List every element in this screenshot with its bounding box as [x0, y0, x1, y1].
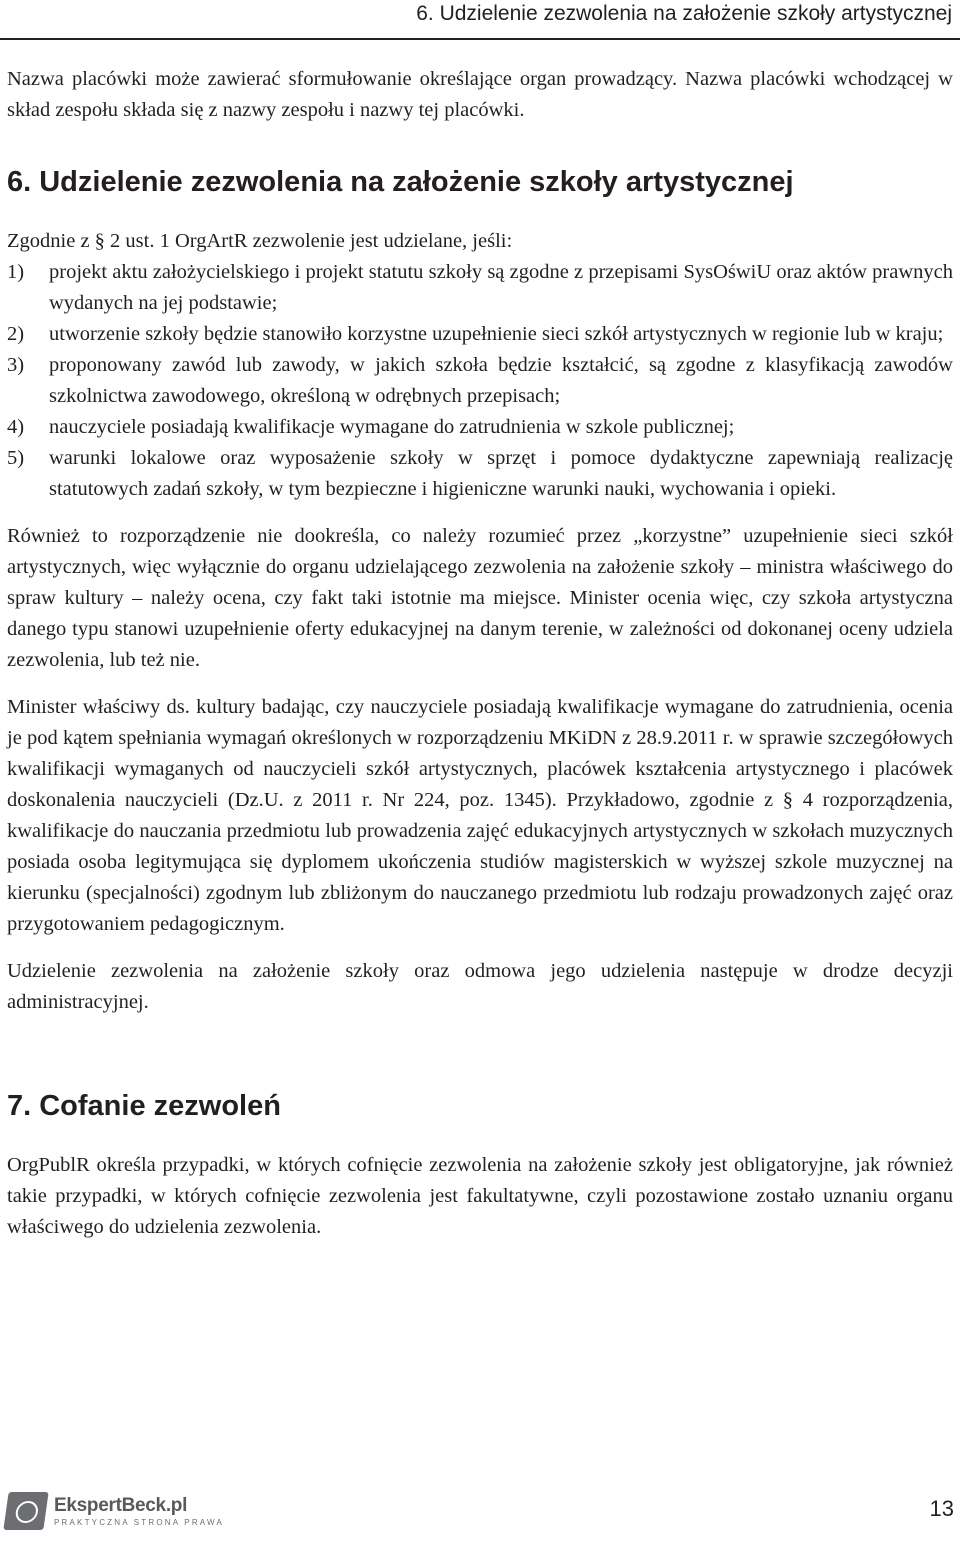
- list-item-number: 4): [7, 416, 25, 438]
- publisher-logo: [6, 1492, 224, 1530]
- list-item-number: 5): [7, 447, 25, 469]
- logo-emblem-icon: [3, 1492, 48, 1530]
- list-item-text: warunki lokalowe oraz wyposażenie szkoły w sprzęt i pomoce dydaktyczne zapewniają realizację statutowych zadań szkoły, w tym bezpieczne i higieniczne warunki nauki, wychowania i opieki.: [49, 447, 953, 500]
- list-item-number: 2): [7, 323, 25, 345]
- list-item-number: 1): [7, 261, 25, 283]
- list-item-text: proponowany zawód lub zawody, w jakich szkoła będzie kształcić, są zgodne z klasyfikacją zawodów szkolnictwa zawodowego, określoną w odrębnych przepisach;: [49, 354, 953, 407]
- body-paragraph: Również to rozporządzenie nie dookreśla, co należy rozumieć przez „korzystne” uzupełnienie sieci szkół artystycznych, więc wyłącznie do organu udzielającego zezwolenia na założenie szkoły – ministra właściwego do spraw kultury – należy ocena, czy fakt taki istotnie ma miejsce. Minister ocenia więc, czy szkoła artystyczna danego typu stanowi uzupełnienie oferty edukacyjnej na danym terenie, w zależności od dokonanej oceny udziela zezwolenia, lub też nie.: [7, 525, 953, 671]
- section-6-lead: Zgodnie z § 2 ust. 1 OrgArtR zezwolenie jest udzielane, jeśli:: [7, 230, 513, 252]
- section-7-heading: 7. Cofanie zezwoleń: [7, 1090, 281, 1122]
- body-paragraph: Udzielenie zezwolenia na założenie szkoły oraz odmowa jego udzielenia następuje w drodze decyzji administracyjnej.: [7, 960, 953, 1013]
- list-item: [7, 412, 953, 443]
- list-item-text: utworzenie szkoły będzie stanowiło korzystne uzupełnienie sieci szkół artystycznych w regionie lub w kraju;: [49, 323, 944, 345]
- logo-name: EkspertBeck.pl: [54, 1494, 188, 1516]
- intro-paragraph: Nazwa placówki może zawierać sformułowanie określające organ prowadzący. Nazwa placówki wchodzącej w skład zespołu składa się z nazwy zespołu i nazwy tej placówki.: [7, 68, 953, 121]
- list-item-text: nauczyciele posiadają kwalifikacje wymagane do zatrudnienia w szkole publicznej;: [49, 416, 735, 438]
- header-rule: [0, 38, 960, 40]
- page-number: 13: [929, 1496, 954, 1521]
- list-item: [7, 443, 953, 505]
- list-item: [7, 350, 953, 412]
- section-6-heading: 6. Udzielenie zezwolenia na założenie szkoły artystycznej: [7, 166, 794, 198]
- section-7-paragraph: OrgPublR określa przypadki, w których cofnięcie zezwolenia na założenie szkoły jest obligatoryjne, jak również takie przypadki, w których cofnięcie zezwolenia jest fakultatywne, czyli pozostawione zostało uznaniu organu właściwego do udzielenia zezwolenia.: [7, 1154, 953, 1238]
- page-footer: [6, 1492, 954, 1532]
- logo-tagline: PRAKTYCZNA STRONA PRAWA: [54, 1517, 225, 1527]
- page-content: [7, 64, 953, 1243]
- body-paragraph: Minister właściwy ds. kultury badając, czy nauczyciele posiadają kwalifikacje wymagane do zatrudnienia, ocenia je pod kątem spełniania wymagań określonych w rozporządzeniu MKiDN z 28.9.2011 r. w sprawie szczegółowych kwalifikacji wymaganych od nauczycieli szkół artystycznych, placówek kształcenia artystycznego i placówek doskonalenia nauczycieli (Dz.U. z 2011 r. Nr 224, poz. 1345). Przykładowo, zgodnie z § 4 rozporządzenia, kwalifikacje do nauczania przedmiotu lub prowadzenia zajęć edukacyjnych artystycznych w szkołach muzycznych posiada osoba legitymująca się dyplomem ukończenia studiów magisterskich w wyższej szkole muzycznej na kierunku (specjalności) zgodnym lub zbliżonym do nauczanego przedmiotu lub rodzaju prowadzonych zajęć oraz przygotowaniem pedagogicznym.: [7, 696, 953, 935]
- conditions-list: [7, 257, 953, 505]
- list-item-text: projekt aktu założycielskiego i projekt statutu szkoły są zgodne z przepisami SysOświU oraz aktów prawnych wydanych na jej podstawie;: [49, 261, 953, 314]
- list-item-number: 3): [7, 354, 25, 376]
- running-head-title: 6. Udzielenie zezwolenia na założenie szkoły artystycznej: [416, 2, 952, 25]
- list-item: [7, 319, 953, 350]
- list-item: [7, 257, 953, 319]
